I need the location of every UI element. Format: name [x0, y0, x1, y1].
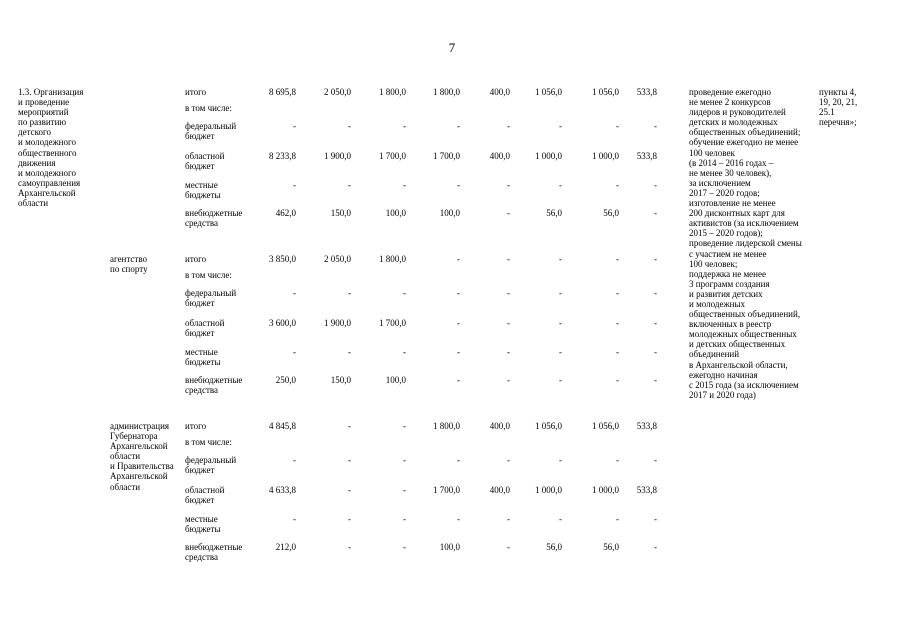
table-cell: 1 800,0: [379, 87, 406, 97]
table-cell: 56,0: [603, 208, 619, 218]
executor-name: агентство по спорту: [110, 254, 148, 275]
table-cell: -: [559, 375, 562, 385]
table-cell: 150,0: [330, 375, 351, 385]
table-cell: -: [654, 121, 657, 131]
funding-source-label: внебюджетные средства: [185, 542, 243, 563]
table-cell: -: [507, 254, 510, 264]
table-cell: -: [348, 288, 351, 298]
table-cell: -: [654, 542, 657, 552]
table-cell: -: [559, 318, 562, 328]
table-cell: -: [348, 421, 351, 431]
table-cell: 1 000,0: [592, 151, 619, 161]
table-cell: 400,0: [489, 485, 510, 495]
table-cell: -: [559, 347, 562, 357]
table-cell: 1 056,0: [535, 421, 562, 431]
table-cell: -: [348, 514, 351, 524]
table-cell: -: [293, 121, 296, 131]
table-cell: 4 845,8: [269, 421, 296, 431]
table-cell: 250,0: [275, 375, 296, 385]
table-cell: -: [293, 455, 296, 465]
table-cell: 212,0: [275, 542, 296, 552]
table-cell: 533,8: [636, 87, 657, 97]
table-cell: -: [403, 455, 406, 465]
table-cell: -: [616, 347, 619, 357]
table-cell: 400,0: [489, 151, 510, 161]
table-cell: 1 700,0: [433, 151, 460, 161]
table-cell: -: [348, 347, 351, 357]
table-cell: -: [403, 485, 406, 495]
table-cell: -: [507, 208, 510, 218]
table-cell: -: [457, 347, 460, 357]
table-cell: -: [616, 121, 619, 131]
table-cell: -: [507, 514, 510, 524]
table-cell: -: [654, 375, 657, 385]
table-cell: 1 000,0: [592, 485, 619, 495]
funding-source-label: в том числе:: [185, 437, 232, 447]
table-cell: -: [507, 542, 510, 552]
table-cell: -: [616, 455, 619, 465]
table-cell: 400,0: [489, 87, 510, 97]
table-cell: -: [616, 514, 619, 524]
page-number: 7: [448, 40, 456, 55]
table-cell: 100,0: [439, 542, 460, 552]
funding-source-label: местные бюджеты: [185, 514, 221, 535]
table-cell: -: [559, 121, 562, 131]
table-cell: -: [559, 180, 562, 190]
funding-source-label: в том числе:: [185, 270, 232, 280]
table-cell: -: [654, 288, 657, 298]
funding-source-label: итого: [185, 87, 207, 97]
funding-source-label: областной бюджет: [185, 151, 225, 172]
funding-source-label: итого: [185, 254, 207, 264]
table-cell: 100,0: [385, 375, 406, 385]
table-cell: 8 695,8: [269, 87, 296, 97]
funding-source-label: областной бюджет: [185, 485, 225, 506]
table-cell: -: [654, 455, 657, 465]
table-cell: 1 700,0: [379, 318, 406, 328]
measure-name: 1.3. Организация и проведение мероприятий по развитию детского и молодежного общественного движения и молодежного самоуправления Архангельской области: [18, 87, 84, 209]
table-cell: -: [559, 455, 562, 465]
table-cell: -: [507, 121, 510, 131]
table-cell: 1 056,0: [535, 87, 562, 97]
table-cell: -: [293, 180, 296, 190]
funding-source-label: федеральный бюджет: [185, 455, 237, 476]
table-cell: -: [457, 121, 460, 131]
executor-name: администрация Губернатора Архангельской области и Правительства Архангельской области: [110, 421, 174, 492]
table-cell: -: [616, 180, 619, 190]
table-cell: -: [457, 455, 460, 465]
table-cell: 1 700,0: [433, 485, 460, 495]
table-cell: 1 700,0: [379, 151, 406, 161]
table-cell: 3 850,0: [269, 254, 296, 264]
table-cell: 462,0: [275, 208, 296, 218]
table-cell: 2 050,0: [324, 87, 351, 97]
table-cell: -: [457, 288, 460, 298]
table-cell: 56,0: [546, 208, 562, 218]
table-cell: 1 900,0: [324, 151, 351, 161]
table-cell: -: [403, 514, 406, 524]
table-cell: -: [403, 180, 406, 190]
table-cell: -: [654, 347, 657, 357]
table-cell: 100,0: [439, 208, 460, 218]
table-cell: 533,8: [636, 421, 657, 431]
plan-reference: пункты 4, 19, 20, 21, 25.1 перечня»;: [819, 87, 858, 128]
table-cell: -: [348, 542, 351, 552]
funding-source-label: итого: [185, 421, 207, 431]
table-cell: -: [616, 288, 619, 298]
table-cell: -: [457, 180, 460, 190]
table-cell: 1 800,0: [379, 254, 406, 264]
table-cell: -: [348, 180, 351, 190]
table-cell: 100,0: [385, 208, 406, 218]
funding-source-label: местные бюджеты: [185, 347, 221, 368]
table-cell: -: [348, 455, 351, 465]
table-cell: 1 000,0: [535, 485, 562, 495]
table-cell: 1 000,0: [535, 151, 562, 161]
funding-source-label: внебюджетные средства: [185, 375, 243, 396]
table-cell: -: [507, 318, 510, 328]
table-cell: 533,8: [636, 485, 657, 495]
table-cell: 2 050,0: [324, 254, 351, 264]
table-cell: 3 600,0: [269, 318, 296, 328]
table-cell: -: [507, 375, 510, 385]
table-cell: -: [507, 180, 510, 190]
funding-source-label: областной бюджет: [185, 318, 225, 339]
table-cell: 4 633,8: [269, 485, 296, 495]
table-cell: -: [348, 121, 351, 131]
table-cell: -: [654, 318, 657, 328]
table-cell: -: [293, 514, 296, 524]
table-cell: -: [457, 318, 460, 328]
expected-results: проведение ежегодно не менее 2 конкурсов лидеров и руководителей детских и молодежных общественных объединений; обучение ежегодно не менее 100 человек (в 2014 – 2016 годах – не менее 30 человек), за исключением 2017 – 2020 годов; изготовление не менее 200 дисконтных карт для активистов (за исключением 2015 – 2020 годов); проведение лидерской смены с участием не менее 100 человек; поддержка не менее 3 программ создания и развития детских и молодежных общественных объединений, включенных в реестр молодежных общественных и детских общественных объединений в Архангельской области, ежегодно начиная с 2015 года (за исключением 2017 и 2020 года): [689, 87, 802, 400]
funding-source-label: федеральный бюджет: [185, 288, 237, 309]
funding-source-label: федеральный бюджет: [185, 121, 237, 142]
table-cell: -: [616, 375, 619, 385]
funding-source-label: в том числе:: [185, 103, 232, 113]
table-cell: 150,0: [330, 208, 351, 218]
table-cell: -: [616, 318, 619, 328]
table-cell: 1 056,0: [592, 87, 619, 97]
table-cell: -: [293, 347, 296, 357]
table-cell: -: [457, 514, 460, 524]
table-cell: -: [507, 288, 510, 298]
table-cell: -: [654, 514, 657, 524]
table-cell: -: [559, 288, 562, 298]
table-cell: 1 800,0: [433, 87, 460, 97]
table-cell: 400,0: [489, 421, 510, 431]
table-cell: -: [403, 121, 406, 131]
funding-source-label: внебюджетные средства: [185, 208, 243, 229]
table-cell: -: [507, 455, 510, 465]
table-cell: 1 056,0: [592, 421, 619, 431]
table-cell: 1 800,0: [433, 421, 460, 431]
table-cell: -: [457, 254, 460, 264]
table-cell: 8 233,8: [269, 151, 296, 161]
table-cell: -: [559, 254, 562, 264]
table-cell: -: [403, 421, 406, 431]
table-cell: -: [507, 347, 510, 357]
table-cell: -: [403, 542, 406, 552]
table-cell: 56,0: [603, 542, 619, 552]
table-cell: -: [348, 485, 351, 495]
table-cell: -: [293, 288, 296, 298]
table-cell: -: [457, 375, 460, 385]
funding-source-label: местные бюджеты: [185, 180, 221, 201]
table-cell: 533,8: [636, 151, 657, 161]
table-cell: 1 900,0: [324, 318, 351, 328]
table-cell: -: [403, 288, 406, 298]
table-cell: -: [403, 347, 406, 357]
table-cell: -: [654, 180, 657, 190]
table-cell: -: [654, 254, 657, 264]
table-cell: -: [654, 208, 657, 218]
table-cell: 56,0: [546, 542, 562, 552]
table-cell: -: [616, 254, 619, 264]
table-cell: -: [559, 514, 562, 524]
